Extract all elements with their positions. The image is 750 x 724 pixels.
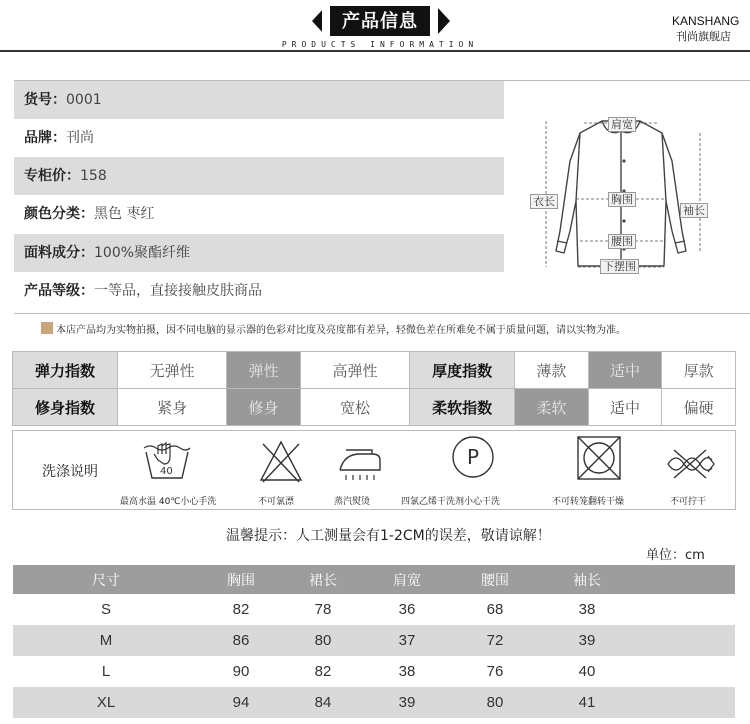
size-cell: 72	[451, 625, 539, 656]
header-right-chevron	[438, 8, 450, 34]
info-label: 专柜价：	[24, 168, 80, 184]
size-cell: 80	[283, 625, 363, 656]
info-value: 100%聚酯纤维	[94, 245, 191, 261]
size-cell-empty	[635, 656, 735, 687]
info-row-fabric	[14, 234, 504, 272]
washing-title: 洗涤说明	[42, 464, 98, 480]
size-cell: 37	[363, 625, 451, 656]
index-row-2	[13, 389, 736, 426]
table-row	[13, 625, 735, 656]
size-cell: S	[100, 601, 111, 618]
index-label-elasticity: 弹力指数	[13, 352, 118, 389]
info-label: 货号：	[24, 92, 66, 108]
measure-label-waist: 腰围	[608, 234, 636, 249]
size-table	[13, 565, 735, 718]
size-cell: 41	[539, 687, 635, 718]
size-cell-empty	[635, 625, 735, 656]
info-label: 产品等级：	[24, 283, 94, 299]
info-value: 一等品，直接接触皮肤商品	[94, 283, 262, 299]
index-option-selected: 弹性	[227, 352, 301, 389]
info-value: 刊尚	[66, 130, 94, 146]
fabric-index-table	[12, 351, 736, 426]
dry-clean-letter: P	[466, 445, 480, 469]
info-row-sku	[14, 81, 504, 119]
no-bleach-icon	[257, 438, 305, 484]
size-header-size: 尺寸	[13, 565, 199, 594]
wash-caption-no-tumble-dry: 不可转笼翻转干燥	[552, 497, 625, 507]
measure-label-shoulder: 肩宽	[608, 117, 636, 132]
index-option: 无弹性	[118, 352, 227, 389]
brand-name-en: KANSHANG	[672, 14, 740, 28]
index-label-softness: 柔软指数	[410, 389, 515, 426]
disclaimer-text: 本店产品均为实物拍摄，因不同电脑的显示器的色彩对比度及亮度都有差异，轻微色差在所难免不属于质量问题，请以实物为准。	[56, 325, 626, 336]
table-row	[13, 594, 735, 625]
jacket-measurement-diagram	[504, 81, 750, 311]
no-tumble-dry-icon	[575, 434, 623, 482]
measurement-tip: 温馨提示：人工测量会有1-2CM的误差，敬请谅解！	[226, 528, 551, 544]
wash-caption-hand-wash: 最高水温 40℃小心手洗	[120, 497, 217, 507]
size-header-shoulder: 肩宽	[363, 565, 451, 594]
info-value: 黑色 枣红	[94, 206, 155, 222]
size-cell: 39	[363, 687, 451, 718]
size-cell: 82	[232, 601, 250, 618]
size-cell: 38	[578, 601, 596, 618]
info-label: 面料成分：	[24, 245, 94, 261]
index-option-selected: 柔软	[515, 389, 589, 426]
index-label-fit: 修身指数	[13, 389, 118, 426]
disclaimer-marker	[41, 322, 53, 334]
size-cell: XL	[13, 687, 199, 718]
dry-clean-p-icon	[450, 434, 496, 480]
size-cell: 36	[398, 601, 416, 618]
size-cell: 76	[486, 663, 504, 680]
info-label: 品牌：	[24, 130, 66, 146]
size-cell: 38	[398, 663, 416, 680]
size-cell: 40	[578, 663, 596, 680]
size-cell: 80	[451, 687, 539, 718]
hand-wash-icon	[140, 440, 194, 484]
size-table-header	[13, 565, 735, 594]
wash-caption-no-wring: 不可拧干	[670, 497, 707, 507]
size-header-waist: 腰围	[451, 565, 539, 594]
wash-caption-no-bleach: 不可氯漂	[258, 497, 295, 507]
info-value: 158	[80, 168, 107, 184]
measure-label-length: 衣长	[530, 194, 558, 209]
index-option: 紧身	[118, 389, 227, 426]
index-option: 薄款	[515, 352, 589, 389]
steam-iron-icon	[336, 444, 388, 484]
info-label: 颜色分类：	[24, 206, 94, 222]
header-divider	[0, 50, 750, 52]
size-header-empty	[635, 565, 735, 594]
header-left-gap	[322, 8, 328, 34]
info-row-price	[14, 157, 504, 195]
hand-wash-temperature: 40	[160, 466, 173, 477]
size-cell: 39	[539, 625, 635, 656]
size-cell: 86	[199, 625, 283, 656]
size-cell: 68	[486, 601, 504, 618]
no-wring-icon	[664, 446, 716, 482]
page-subtitle: PRODUCTS INFORMATION	[281, 40, 479, 49]
info-value: 0001	[66, 92, 102, 108]
index-row-1	[13, 352, 736, 389]
size-cell-empty	[635, 687, 735, 718]
wash-caption-steam-iron: 蒸汽熨烫	[334, 497, 371, 507]
info-row-brand	[14, 119, 504, 157]
info-row-grade	[14, 272, 504, 310]
index-option-selected: 适中	[588, 352, 662, 389]
wash-caption-dry-clean: 四氯乙烯干洗剂小心干洗	[401, 497, 501, 507]
size-cell: 82	[314, 663, 332, 680]
brand-name-cn: 刊尚旗舰店	[676, 30, 731, 43]
index-option: 厚款	[662, 352, 736, 389]
index-option: 偏硬	[662, 389, 736, 426]
info-row-color	[14, 195, 504, 233]
page-title: 产品信息	[342, 11, 418, 32]
index-option: 高弹性	[300, 352, 409, 389]
size-header-sleeve: 袖长	[539, 565, 635, 594]
size-header-skirt-length: 裙长	[283, 565, 363, 594]
size-cell: L	[101, 663, 111, 680]
size-header-chest: 胸围	[199, 565, 283, 594]
size-cell: M	[13, 625, 199, 656]
measure-label-chest: 胸围	[608, 192, 636, 207]
table-row	[13, 687, 735, 718]
measure-label-sleeve: 袖长	[680, 203, 708, 218]
measure-label-hem: 下摆围	[600, 259, 639, 274]
index-option-selected: 修身	[227, 389, 301, 426]
size-cell: 90	[232, 663, 250, 680]
index-label-thickness: 厚度指数	[410, 352, 515, 389]
size-cell-empty	[635, 594, 735, 625]
index-option: 宽松	[300, 389, 409, 426]
index-option: 适中	[588, 389, 662, 426]
size-cell: 78	[314, 601, 332, 618]
unit-label: 单位：cm	[646, 548, 705, 563]
table-row	[13, 656, 735, 687]
size-cell: 84	[283, 687, 363, 718]
size-cell: 94	[199, 687, 283, 718]
